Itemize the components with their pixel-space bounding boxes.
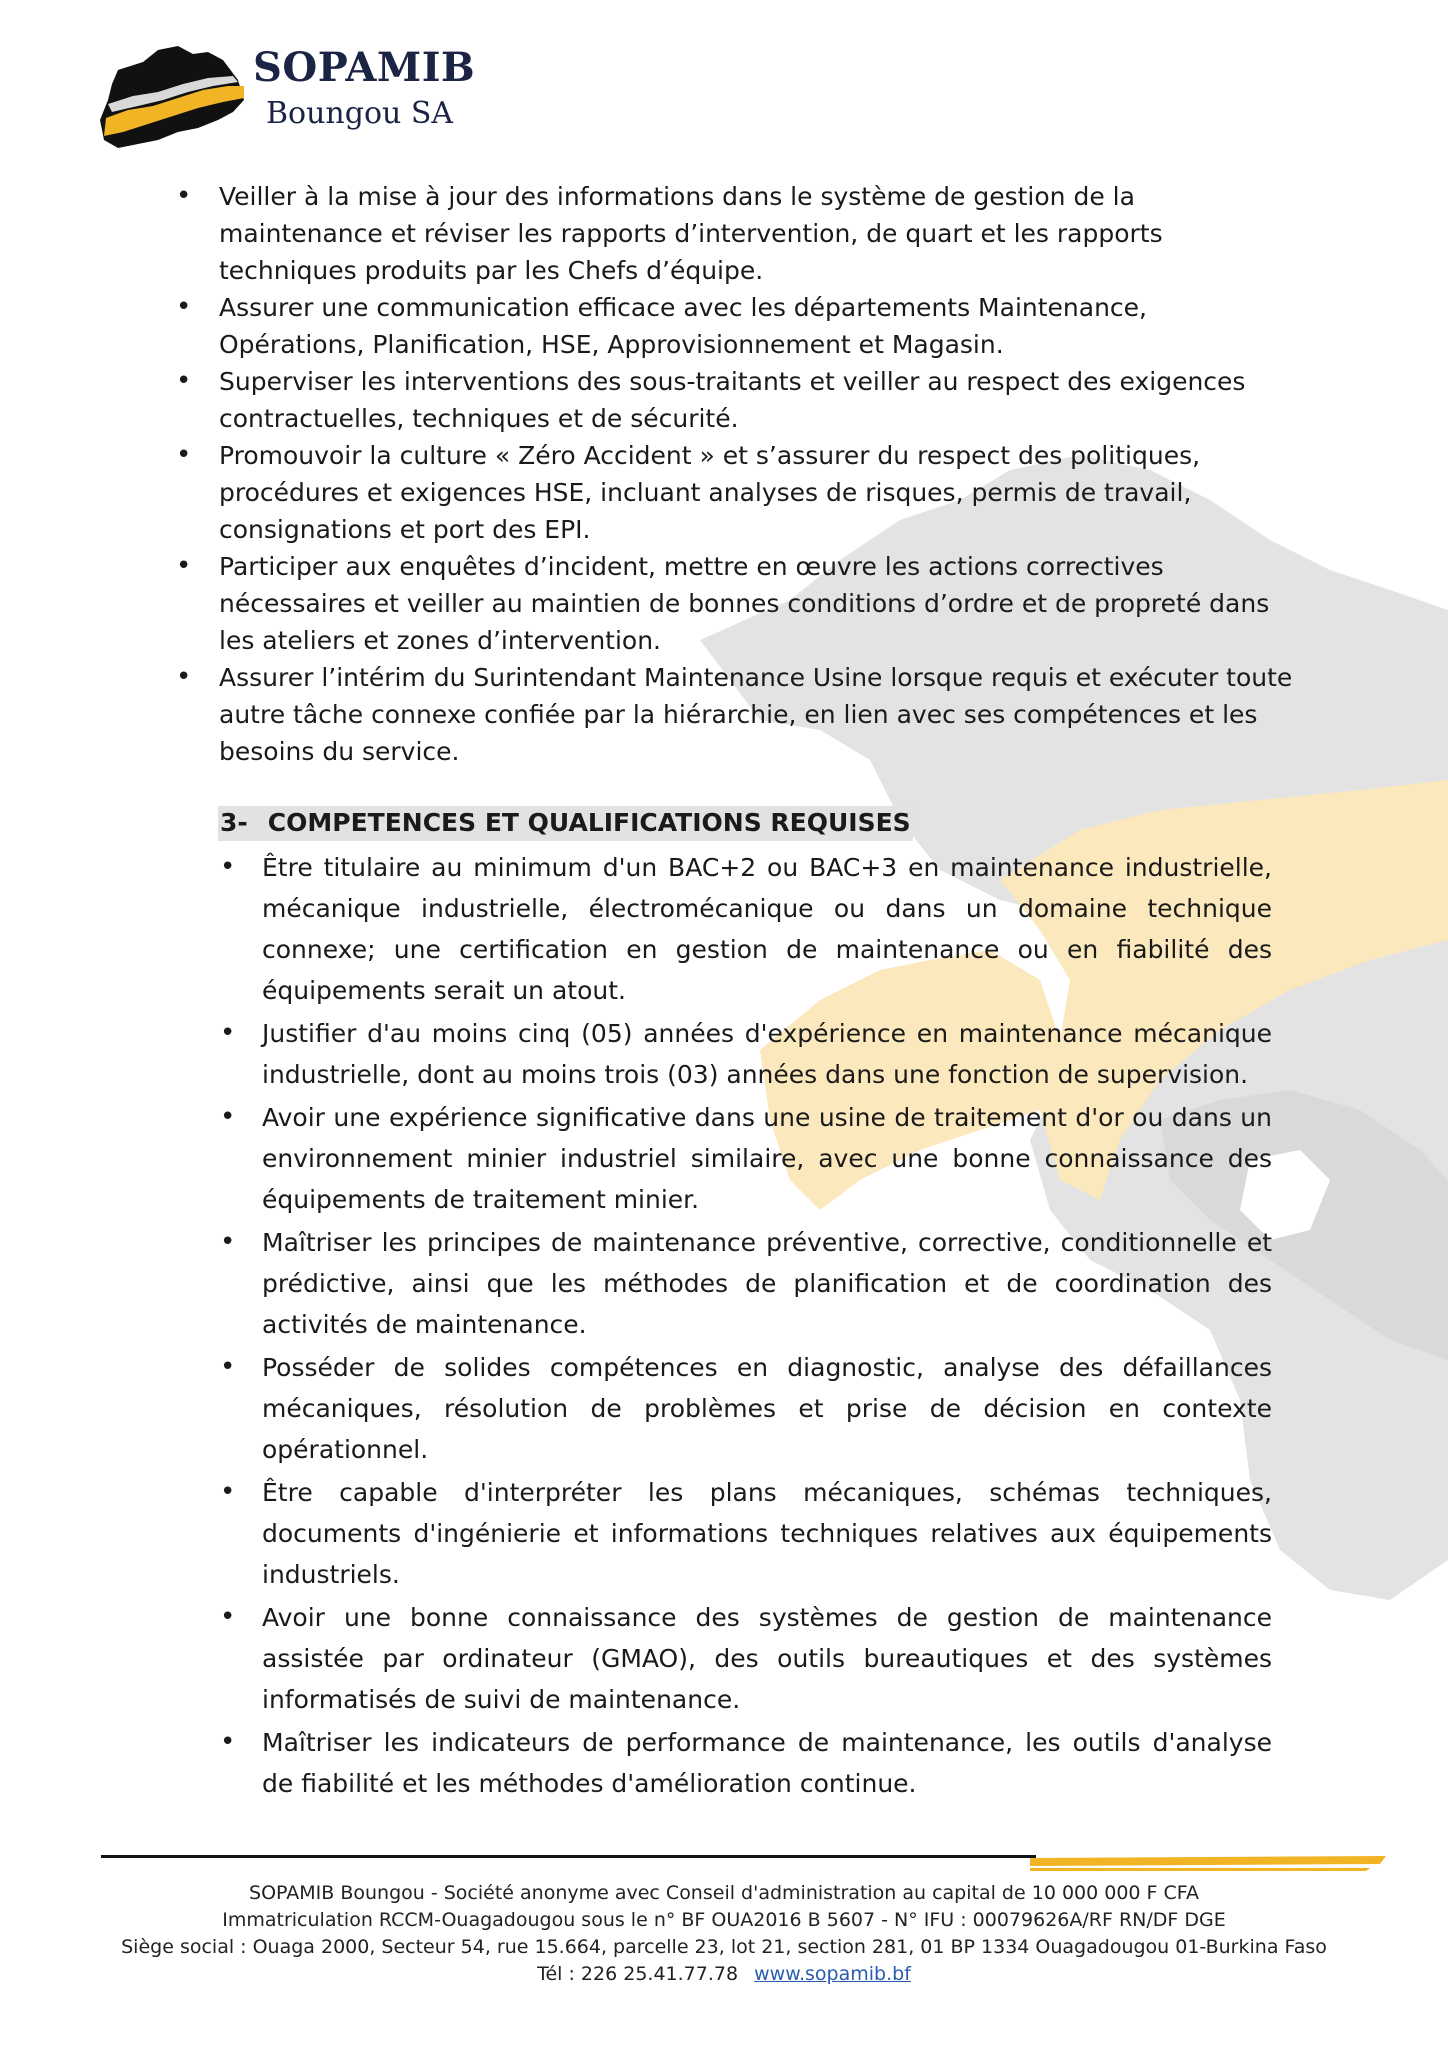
list-item: • Superviser les interventions des sous-traitants et veiller au respect des exigences contractuelles, techniques et de sécurité.	[176, 363, 1296, 437]
list-item: • Maîtriser les indicateurs de performance de maintenance, les outils d'analyse de fiabilité et les méthodes d'amélioration continue.	[218, 1722, 1272, 1804]
footer-company-info: SOPAMIB Boungou - Société anonyme avec Conseil d'administration au capital de 10 000 000 F CFA	[249, 1882, 1199, 1904]
list-item: • Participer aux enquêtes d’incident, mettre en œuvre les actions correctives nécessaires et veiller au maintien de bonnes conditions d’ordre et de propreté dans les ateliers et zones d’intervention.	[176, 548, 1296, 659]
logo-company-subtitle: Boungou SA	[266, 96, 454, 131]
list-item: • Avoir une expérience significative dans une usine de traitement d'or ou dans un environnement minier industriel similaire, avec une bonne connaissance des équipements de traitement minier.	[218, 1097, 1272, 1220]
list-item: • Justifier d'au moins cinq (05) années d'expérience en maintenance mécanique industrielle, dont au moins trois (03) années dans une fonction de supervision.	[218, 1013, 1272, 1095]
list-item: • Posséder de solides compétences en diagnostic, analyse des défaillances mécaniques, résolution de problèmes et prise de décision en contexte opérationnel.	[218, 1347, 1272, 1470]
list-item: • Veiller à la mise à jour des informations dans le système de gestion de la maintenance et réviser les rapports d’intervention, de quart et les rapports techniques produits par les Chefs d’équipe.	[176, 178, 1296, 289]
list-item: • Maîtriser les principes de maintenance préventive, corrective, conditionnelle et prédictive, ainsi que les méthodes de planification et de coordination des activités de maintenance.	[218, 1222, 1272, 1345]
section-heading	[218, 806, 913, 841]
footer-contact	[0, 1961, 1448, 1988]
list-item: • Assurer une communication efficace avec les départements Maintenance, Opérations, Planification, HSE, Approvisionnement et Magasin.	[176, 289, 1296, 363]
logo-company-name: SOPAMIB	[253, 44, 476, 91]
footer-website-link[interactable]: www.sopamib.bf	[754, 1963, 911, 1985]
company-logo	[98, 40, 476, 160]
footer-gold-accent	[1030, 1856, 1386, 1872]
list-item: • Promouvoir la culture « Zéro Accident » et s’assurer du respect des politiques, procédures et exigences HSE, incluant analyses de risques, permis de travail, consignations et port des EPI.	[176, 437, 1296, 548]
qualifications-list	[218, 847, 1272, 1806]
footer-address: Siège social : Ouaga 2000, Secteur 54, rue 15.664, parcelle 23, lot 21, section 281, 01 BP 1334 Ouagadougou 01-Burkina Faso	[121, 1936, 1327, 1958]
list-item: • Avoir une bonne connaissance des systèmes de gestion de maintenance assistée par ordinateur (GMAO), des outils bureautiques et des systèmes informatisés de suivi de maintenance.	[218, 1597, 1272, 1720]
page-footer	[0, 1880, 1448, 1988]
footer-phone: Tél : 226 25.41.77.78	[537, 1963, 739, 1985]
section-number: 3-	[220, 808, 248, 837]
logo-map-icon	[98, 40, 248, 160]
list-item: • Assurer l’intérim du Surintendant Maintenance Usine lorsque requis et exécuter toute autre tâche connexe confiée par la hiérarchie, en lien avec ses compétences et les besoins du service.	[176, 659, 1296, 770]
section-title: COMPETENCES ET QUALIFICATIONS REQUISES	[267, 808, 911, 837]
footer-registration: Immatriculation RCCM-Ouagadougou sous le n° BF OUA2016 B 5607 - N° IFU : 00079626A/RF RN/DF DGE	[222, 1909, 1226, 1931]
list-item: • Être capable d'interpréter les plans mécaniques, schémas techniques, documents d'ingénierie et informations techniques relatives aux équipements industriels.	[218, 1472, 1272, 1595]
list-item: • Être titulaire au minimum d'un BAC+2 ou BAC+3 en maintenance industrielle, mécanique industrielle, électromécanique ou dans un domaine technique connexe; une certification en gestion de maintenance ou en fiabilité des équipements serait un atout.	[218, 847, 1272, 1011]
duties-list	[176, 178, 1296, 770]
footer-divider	[101, 1855, 1036, 1858]
